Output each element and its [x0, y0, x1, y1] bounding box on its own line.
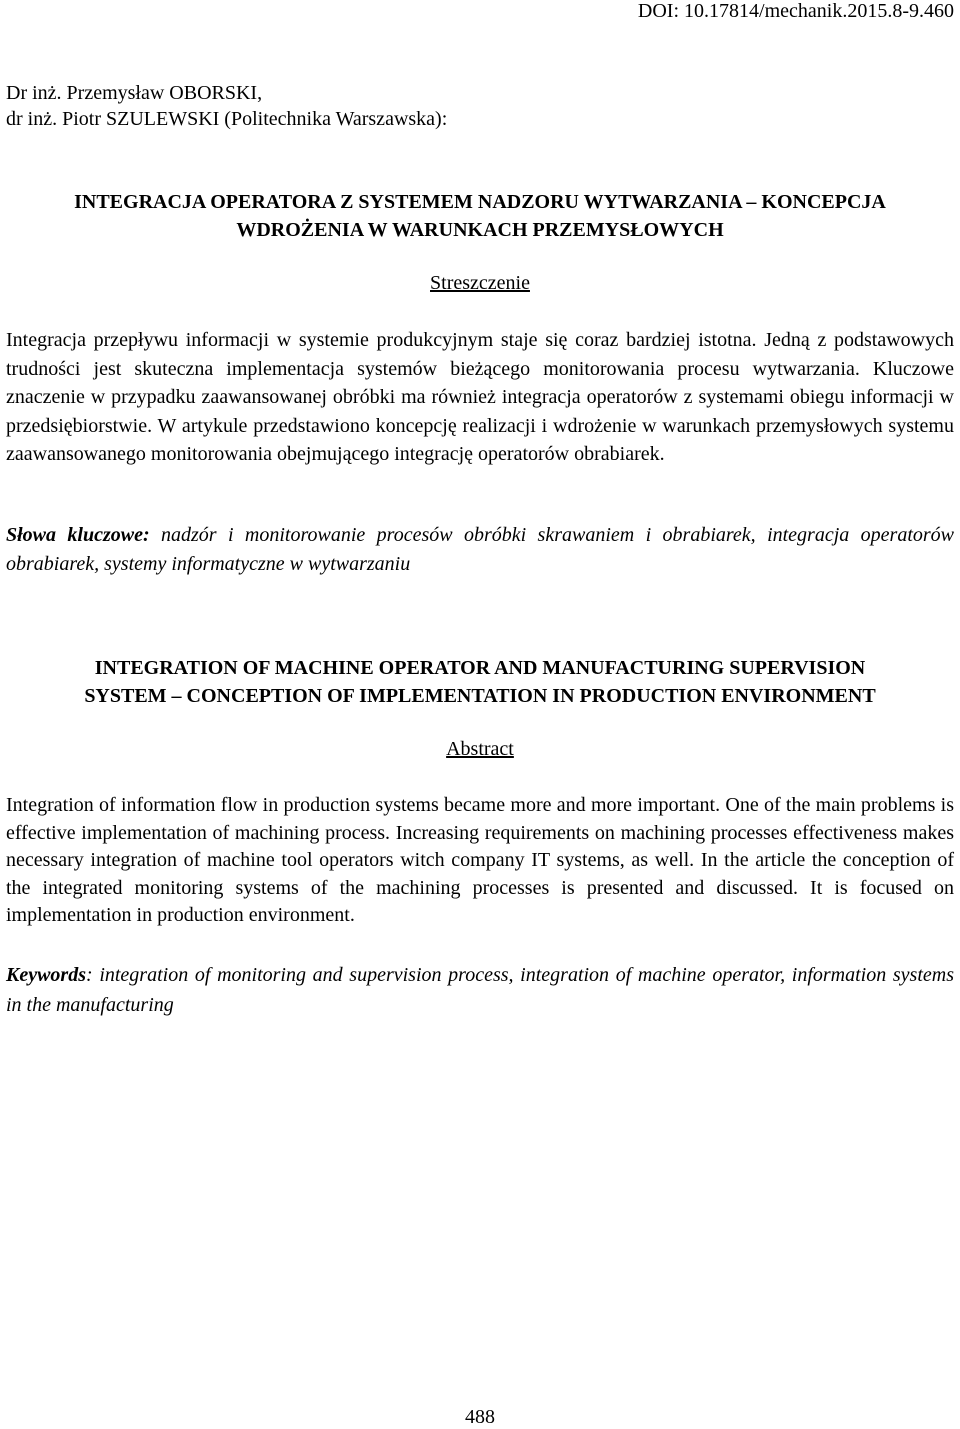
authors-block [6, 80, 447, 132]
polish-keywords [6, 521, 954, 578]
polish-title [0, 188, 960, 244]
english-abstract-body: Integration of information flow in production systems became more and more important. One of the main problems is effective implementation of machining process. Increasing requirements on machining processes effectiveness makes necessary integration of machine tool operators witch company IT systems, as well. In the article the conception of the integrated monitoring systems of the machining processes is presented and discussed. It is focused on implementation in production environment. [6, 794, 954, 926]
english-keywords-label: Keywords [6, 964, 86, 986]
page-number: 488 [465, 1406, 495, 1428]
english-keywords [6, 960, 954, 1020]
polish-title-line-1: INTEGRACJA OPERATORA Z SYSTEMEM NADZORU WYTWARZANIA – KONCEPCJA [74, 191, 886, 213]
polish-abstract-body: Integracja przepływu informacji w systemie produkcyjnym staje się coraz bardziej istotna. Jedną z podstawowych trudności jest skuteczna implementacja systemów bieżącego monitorowania procesu wytwarzania. Kluczowe znaczenie w przypadku zaawansowanej obróbki ma również integracja operatorów z systemami obiegu informacji w przedsiębiorstwie. W artykule przedstawiono koncepcję realizacji i wdrożenie w warunkach przemysłowych systemu zaawansowanego monitorowania obejmującego integrację operatorów obrabiarek. [6, 329, 954, 465]
doi-label: DOI: 10.17814/mechanik.2015.8-9.460 [637, 0, 954, 22]
english-section-heading: Abstract [446, 738, 514, 760]
author-line-2: dr inż. Piotr SZULEWSKI (Politechnika Warszawska): [6, 108, 448, 130]
polish-title-line-2: WDROŻENIA W WARUNKACH PRZEMYSŁOWYCH [236, 219, 724, 241]
english-title-line-1: INTEGRATION OF MACHINE OPERATOR AND MANUFACTURING SUPERVISION [94, 657, 866, 679]
polish-keywords-text: nadzór i monitorowanie procesów obróbki skrawaniem i obrabiarek, integracja operatorów obrabiarek, systemy informatyczne w wytwarzaniu [6, 524, 954, 575]
english-title-line-2: SYSTEM – CONCEPTION OF IMPLEMENTATION IN PRODUCTION ENVIRONMENT [84, 685, 876, 707]
polish-keywords-label: Słowa kluczowe: [6, 524, 150, 546]
author-line-1: Dr inż. Przemysław OBORSKI, [6, 82, 263, 104]
english-keywords-text: : integration of monitoring and supervision process, integration of machine operator, information systems in the manufacturing [6, 964, 954, 1016]
english-title [0, 654, 960, 710]
polish-section-heading: Streszczenie [430, 272, 530, 294]
